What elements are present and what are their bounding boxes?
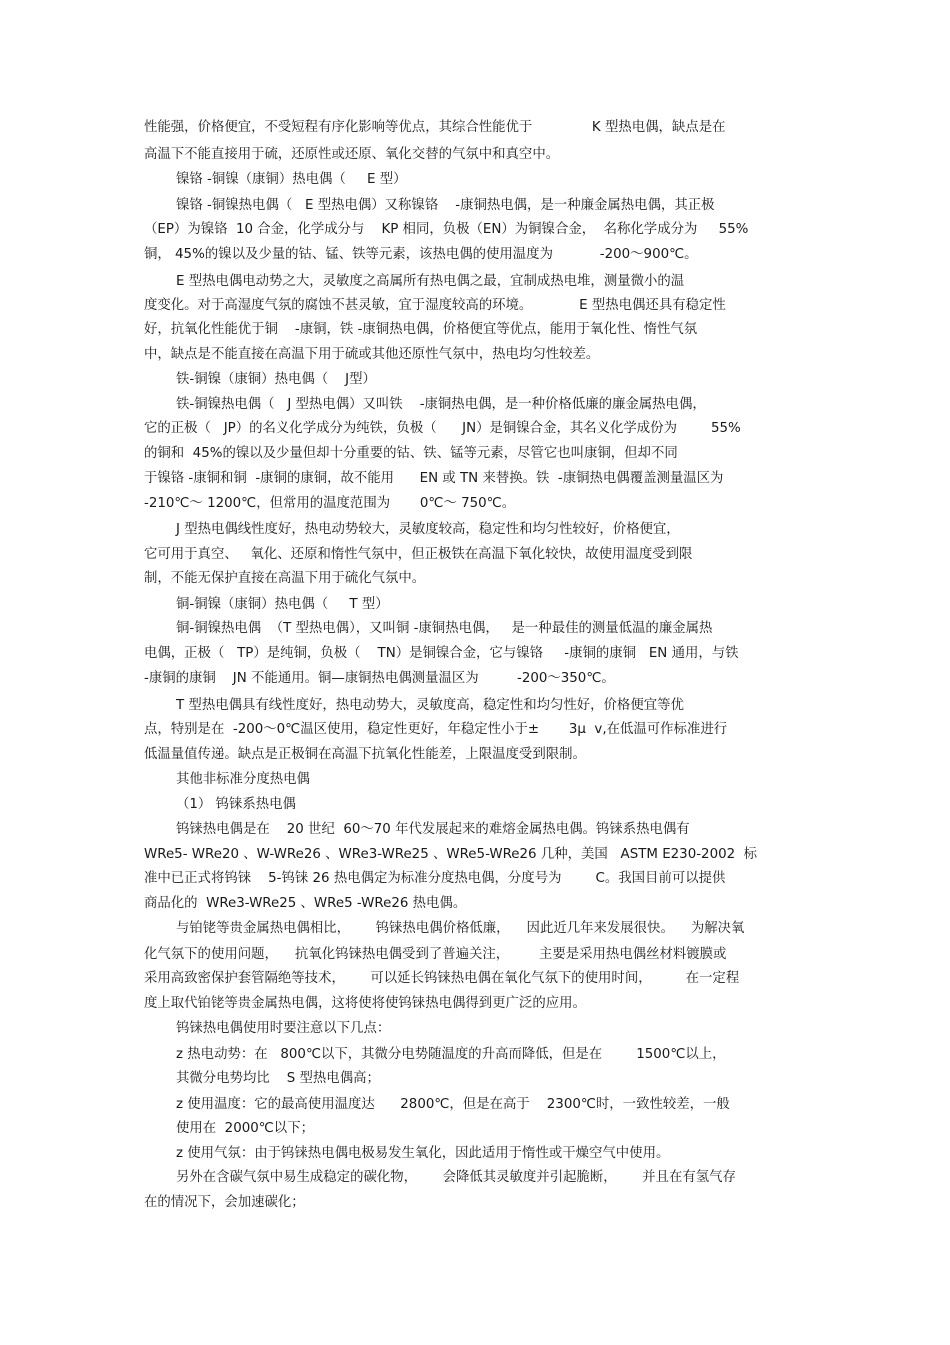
text-line: 点，特别是在 -200～0℃温区使用，稳定性更好，年稳定性小于± 3μ v,在低温可作标准进行 — [144, 722, 728, 737]
text-line: 性能强，价格便宜，不受短程有序化影响等优点，其综合性能优于 K 型热电偶，缺点是在 — [144, 120, 726, 135]
text-line: 铁-铜镍（康铜）热电偶（ J型） — [176, 372, 376, 387]
text-line: 其他非标准分度热电偶 — [176, 772, 310, 787]
text-line: 制，不能无保护直接在高温下用于硫化气氛中。 — [144, 571, 426, 586]
text-line: 在的情况下，会加速碳化； — [144, 1195, 305, 1210]
text-line: 另外在含碳气氛中易生成稳定的碳化物， 会降低其灵敏度并引起脆断， 并且在有氢气存 — [176, 1170, 736, 1185]
text-line: 的铜和 45%的镍以及少量但却十分重要的钴、铁、锰等元素，尽管它也叫康铜，但却不同 — [144, 446, 678, 461]
text-line: 高温下不能直接用于硫，还原性或还原、氧化交替的气氛中和真空中。 — [144, 147, 560, 162]
text-line: E 型热电偶电动势之大，灵敏度之高属所有热电偶之最，宜制成热电堆，测量微小的温 — [176, 274, 685, 289]
text-line: 中，缺点是不能直接在高温下用于硫或其他还原性气氛中，热电均匀性较差。 — [144, 347, 600, 362]
text-line: WRe5- WRe20 、W-WRe26 、WRe3-WRe25 、WRe5-WRe26 几种，美国 ASTM E230-2002 标 — [144, 847, 758, 862]
text-line: 钨铼热电偶使用时要注意以下几点： — [176, 1021, 391, 1036]
text-line: 镍铬 -铜镍（康铜）热电偶（ E 型） — [176, 172, 407, 187]
text-line: 与铂铑等贵金属热电偶相比， 钨铼热电偶价格低廉， 因此近几年来发展很快。 为解决氧 — [176, 921, 745, 936]
text-line: 它的正极（ JP）的名义化学成分为纯铁，负极（ JN）是铜镍合金，其名义化学成份为 55% — [144, 421, 741, 436]
text-line: z 使用温度：它的最高使用温度达 2800℃，但是在高于 2300℃时，一致性较差，一般 — [176, 1097, 730, 1112]
text-line: -210℃～ 1200℃，但常用的温度范围为 0℃～ 750℃。 — [144, 496, 516, 511]
text-line: 其微分电势均比 S 型热电偶高； — [176, 1071, 380, 1086]
text-line: -康铜的康铜 JN 不能通用。铜—康铜热电偶测量温区为 -200～350℃。 — [144, 671, 615, 686]
text-line: 镍铬 -铜镍热电偶（ E 型热电偶）又称镍铬 -康铜热电偶，是一种廉金属热电偶，其正极 — [176, 198, 715, 213]
text-line: z 使用气氛：由于钨铼热电偶电极易发生氧化，因此适用于惰性或干燥空气中使用。 — [176, 1146, 670, 1161]
text-line: 它可用于真空、 氧化、还原和惰性气氛中，但正极铁在高温下氧化较快，故使用温度受到限 — [144, 547, 693, 562]
text-line: 度变化。对于高湿度气氛的腐蚀不甚灵敏，宜于湿度较高的环境。 E 型热电偶还具有稳定性 — [144, 298, 726, 313]
text-line: 低温量值传递。缺点是正极铜在高温下抗氧化性能差，上限温度受到限制。 — [144, 747, 586, 762]
text-line: （EP）为镍铬 10 合金，化学成分与 KP 相同，负极（EN）为铜镍合金， 名称化学成分为 55% — [144, 222, 749, 237]
text-line: 商品化的 WRe3-WRe25 、WRe5 -WRe26 热电偶。 — [144, 896, 467, 911]
text-line: 钨铼热电偶是在 20 世纪 60～70 年代发展起来的难熔金属热电偶。钨铼系热电偶有 — [176, 822, 690, 837]
text-line: T 型热电偶具有线性度好，热电动势大，灵敏度高，稳定性和均匀性好，价格便宜等优 — [176, 698, 684, 713]
text-line: 度上取代铂铑等贵金属热电偶，这将使将使钨铼热电偶得到更广泛的应用。 — [144, 996, 586, 1011]
text-line: （1） 钨铼系热电偶 — [176, 797, 296, 812]
text-line: 电偶，正极（ TP）是纯铜，负极（ TN）是铜镍合金，它与镍铬 -康铜的康铜 EN 通用，与铁 — [144, 646, 739, 661]
text-line: 化气氛下的使用问题， 抗氧化钨铼热电偶受到了普遍关注， 主要是采用热电偶丝材料镀膜或 — [144, 947, 727, 962]
text-line: 于镍铬 -康铜和铜 -康铜的康铜，故不能用 EN 或 TN 来替换。铁 -康铜热电偶覆盖测量温区为 — [144, 471, 724, 486]
text-line: 铁-铜镍热电偶（ J 型热电偶）又叫铁 -康铜热电偶，是一种价格低廉的廉金属热电偶， — [176, 397, 706, 412]
text-line: J 型热电偶线性度好，热电动势较大，灵敏度较高，稳定性和均匀性较好，价格便宜， — [176, 522, 680, 537]
text-line: z 热电动势：在 800℃以下，其微分电势随温度的升高而降低，但是在 1500℃以上， — [176, 1047, 726, 1062]
text-line: 准中已正式将钨铼 5-钨铼 26 热电偶定为标准分度热电偶，分度号为 C。我国目前可以提供 — [144, 871, 726, 886]
text-line: 使用在 2000℃以下； — [176, 1121, 314, 1136]
text-line: 铜-铜镍（康铜）热电偶（ T 型） — [176, 597, 389, 612]
text-line: 好，抗氧化性能优于铜 -康铜，铁 -康铜热电偶，价格便宜等优点，能用于氧化性、惰性气氛 — [144, 322, 698, 337]
text-line: 采用高致密保护套管隔绝等技术， 可以延长钨铼热电偶在氧化气氛下的使用时间， 在一定程 — [144, 971, 740, 986]
text-line: 铜， 45%的镍以及少量的钴、锰、铁等元素，该热电偶的使用温度为 -200～900℃。 — [144, 247, 698, 262]
text-line: 铜-铜镍热电偶 （T 型热电偶），又叫铜 -康铜热电偶， 是一种最佳的测量低温的廉金属热 — [176, 621, 713, 636]
